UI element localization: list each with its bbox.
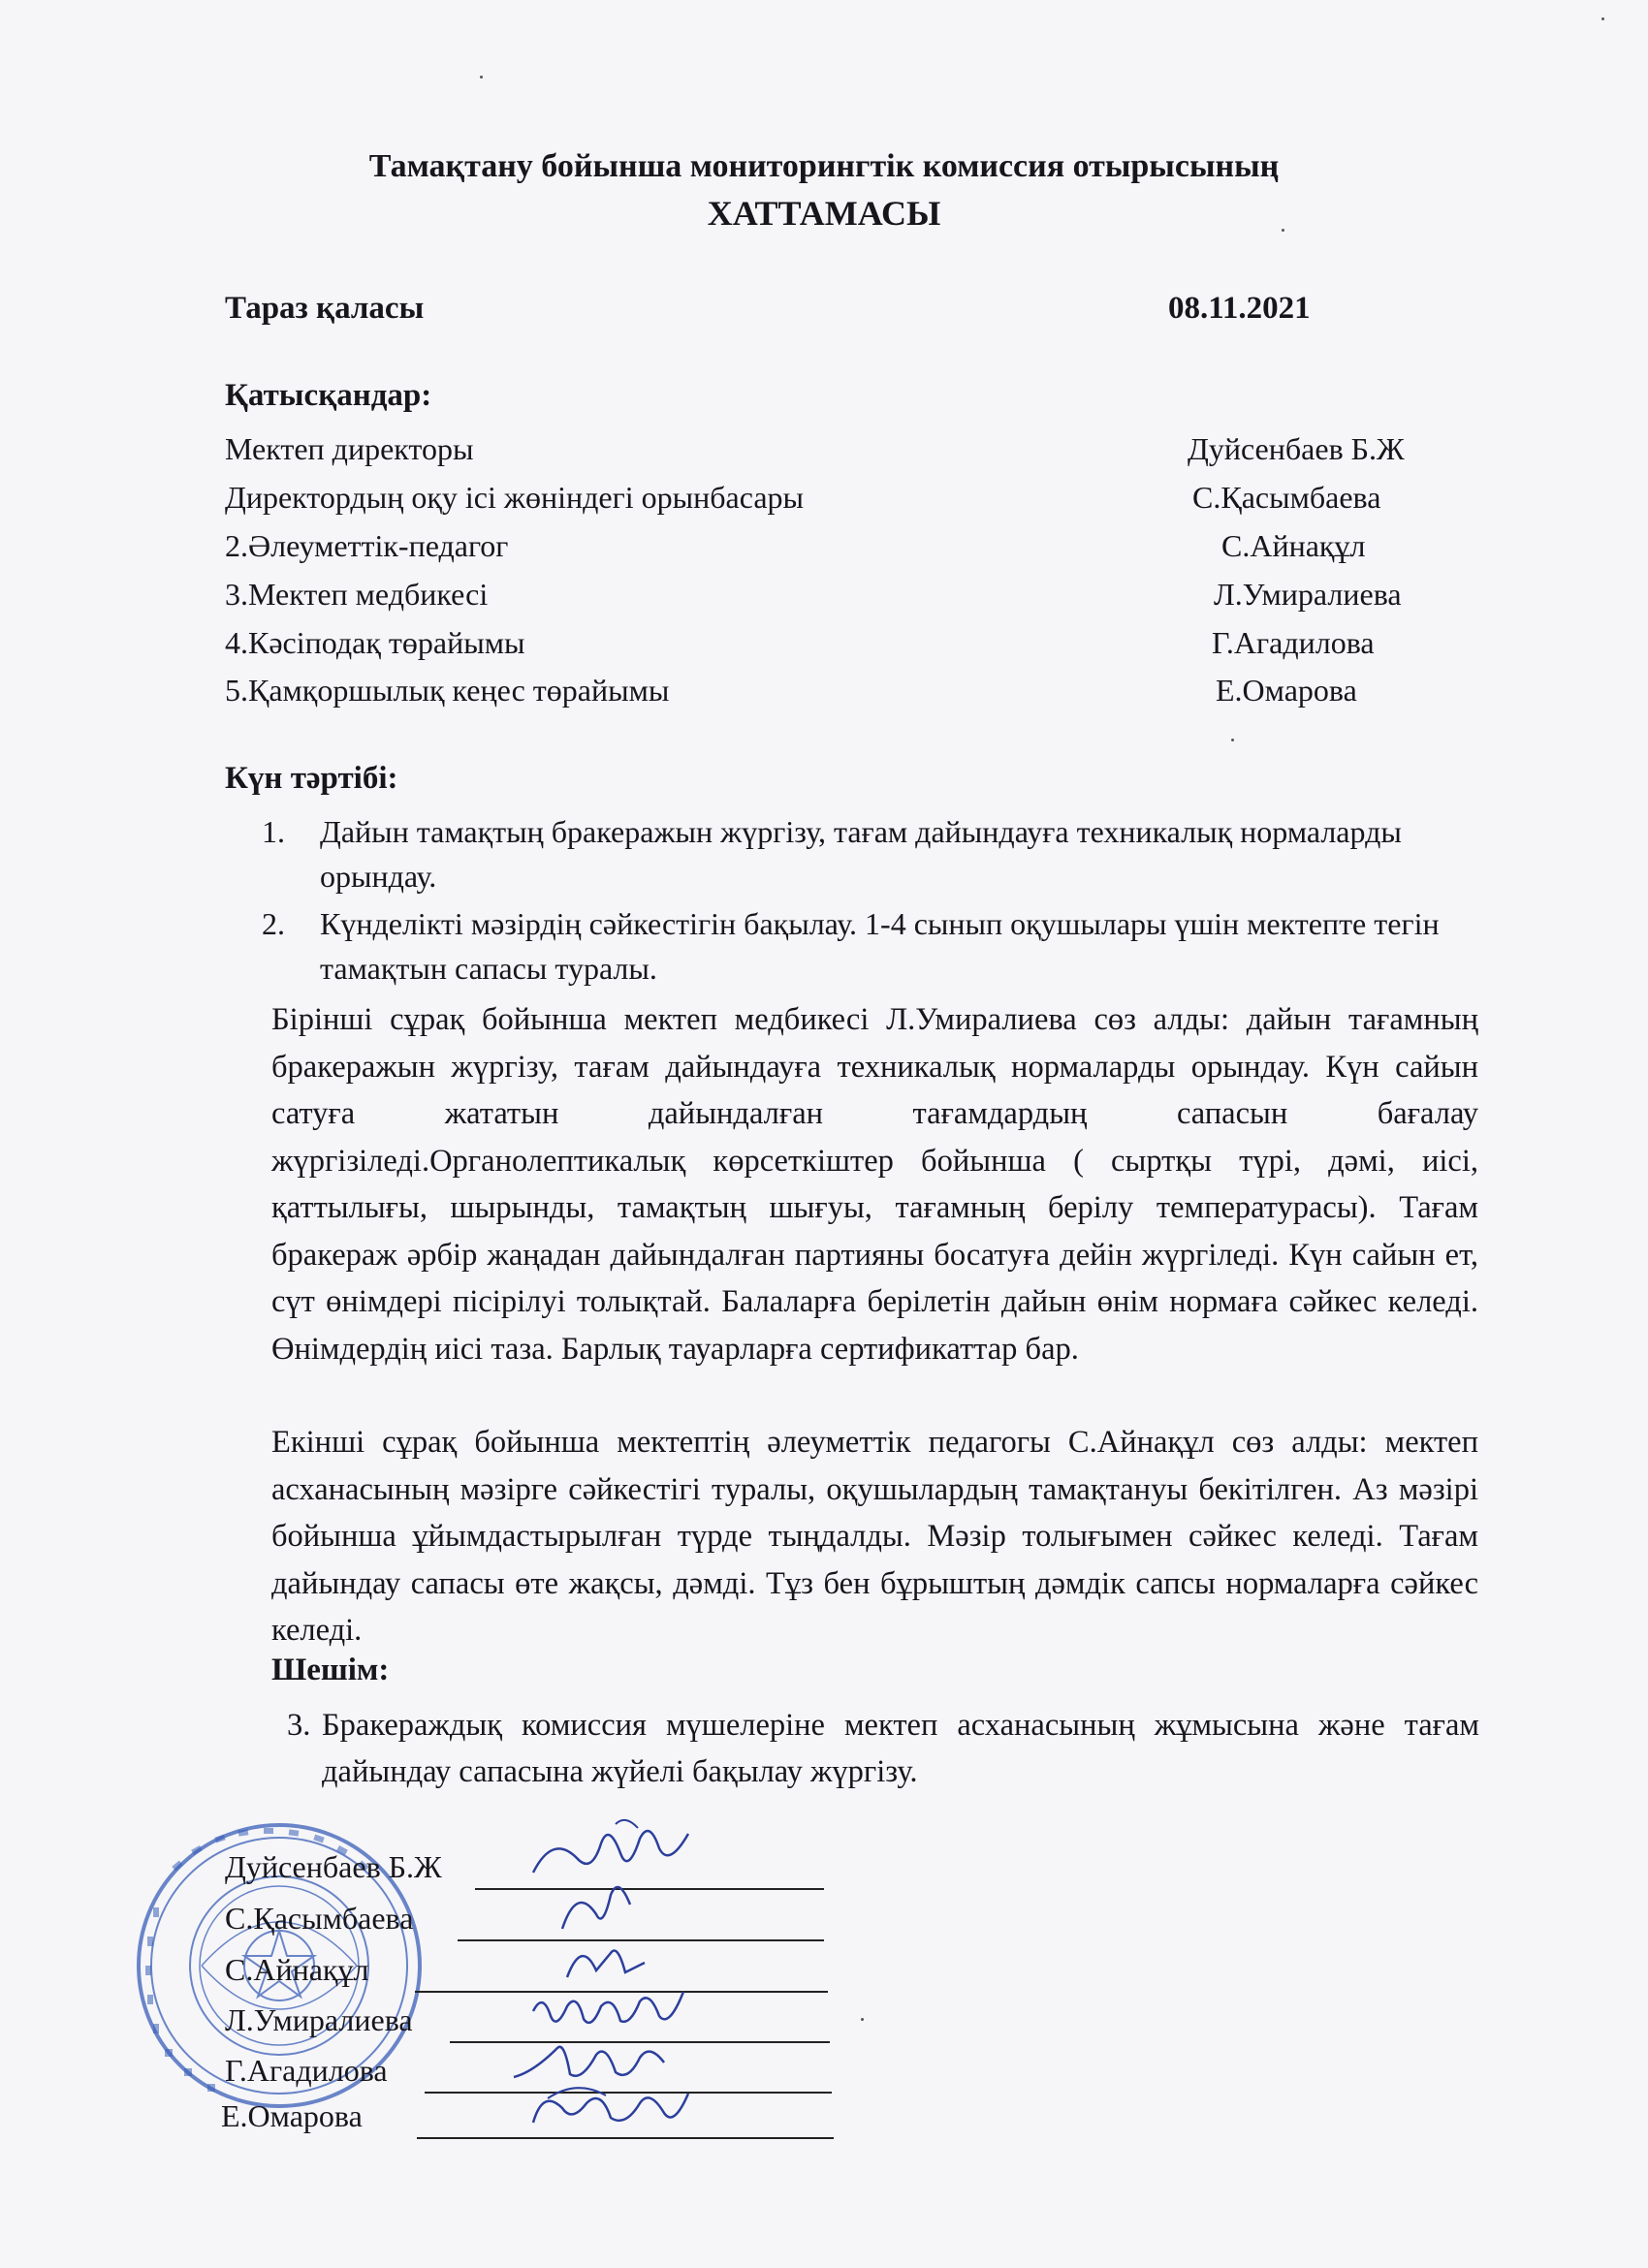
participant-row (225, 673, 1466, 719)
date-label: 08.11.2021 (1168, 291, 1311, 326)
participant-role: 4.Кәсіподақ төрайымы (225, 625, 525, 660)
participant-row (225, 528, 1466, 575)
participant-name: Е.Омарова (1216, 673, 1357, 708)
participant-name: Л.Умиралиева (1214, 577, 1402, 612)
participant-role: Мектеп директоры (225, 431, 474, 466)
participant-role: 5.Қамқоршылық кеңес төрайымы (225, 673, 670, 708)
participant-role: 2.Әлеуметтік-педагог (225, 528, 509, 563)
signature-row (225, 1901, 826, 1949)
agenda-text: Күнделікті мәзірдің сәйкестігін бақылау. 1-4 сынып оқушылары үшін мектепте тегін тамақтын сапасы туралы. (320, 906, 1440, 986)
handwritten-signature (523, 1982, 688, 2040)
city-label: Тараз қаласы (225, 291, 425, 326)
participant-role: Директордың оқу ісі жөніндегі орынбасары (225, 480, 805, 515)
agenda-heading: Күн тәртібі: (225, 761, 398, 796)
scan-speck (480, 76, 483, 79)
signature-name: Г.Агадилова (225, 2053, 388, 2088)
participant-name: Дуйсенбаев Б.Ж (1188, 431, 1405, 466)
agenda-text: Дайын тамақтың бракеражын жүргізу, тағам дайындауға техникалық нормаларды орындау. (320, 814, 1402, 894)
signature-name: С.Қасымбаева (225, 1901, 414, 1936)
handwritten-signature (519, 2074, 693, 2142)
agenda-number: 2. (262, 906, 285, 941)
decision-number: 3. (287, 1708, 311, 1743)
scan-speck (1282, 229, 1284, 232)
signature-name: С.Айнақұл (225, 1952, 369, 1987)
participant-row (225, 577, 1466, 623)
first-question-paragraph: Бірінші сұрақ бойынша мектеп медбикесі Л.Умиралиева сөз алды: дайын тағамның бракеражын жүргізу, тағам дайындауға техникалық нормаларды орындау. Күн сайын сатуға жататын дайындалған тағамдардың сапасын бағалау жүргізіледі.Органолептикалық көрсеткіштер бойынша ( сыртқы түрі, дәмі, иісі, қаттылығы, шырынды, тамақтың шығуы, тағамның берілу температурасы). Тағам бракераж әрбір жаңадан дайындалған партияны босатуға дейін жүргіледі. Күн сайын ет, сүт өнімдері пісірілуі толықтай. Балаларға берілетін дайын өнім нормаға сәйкес келеді. Өнімдердің иісі таза. Барлық тауарларға сертификаттар бар. (271, 1002, 1478, 1367)
participant-row (225, 431, 1466, 478)
decision-text: Бракераждық комиссия мүшелеріне мектеп асханасының жұмысына және тағам дайындау сапасына жүйелі бақылау жүргізу. (322, 1708, 1479, 1789)
participant-row (225, 625, 1466, 672)
participant-role: 3.Мектеп медбикесі (225, 577, 489, 612)
signature-name: Дуйсенбаев Б.Ж (225, 1849, 442, 1884)
participant-name: Г.Агадилова (1212, 625, 1375, 660)
scan-speck (861, 2018, 864, 2021)
scan-speck (1231, 739, 1234, 741)
participant-name: С.Қасымбаева (1192, 480, 1381, 515)
document-subtitle: ХАТТАМАСЫ (707, 194, 941, 233)
document-title: Тамақтану бойынша мониторингтік комиссия отырысының (368, 148, 1280, 184)
second-question-paragraph: Екінші сұрақ бойынша мектептің әлеуметтік педагогы С.Айнақұл сөз алды: мектеп асханасының мәзірге сәйкестігі туралы, оқушылардың тамақтануы бекітілген. Аз мәзірі бойынша ұйымдастырылған түрде тыңдалды. Мәзір толығымен сәйкес келеді. Тағам дайындау сапасы өте жақсы, дәмді. Тұз бен бұрыштың дәмдік сапсы нормаларға сәйкес келеді. (271, 1425, 1478, 1648)
decision-heading: Шешім: (271, 1653, 390, 1687)
signature-name: Л.Умиралиева (225, 2002, 413, 2037)
participant-name: С.Айнақұл (1221, 528, 1366, 563)
agenda-number: 1. (262, 814, 285, 849)
participants-heading: Қатысқандар: (225, 378, 432, 413)
participant-row (225, 480, 1466, 526)
signature-name: Е.Омарова (221, 2098, 363, 2133)
scan-speck (1601, 17, 1604, 20)
